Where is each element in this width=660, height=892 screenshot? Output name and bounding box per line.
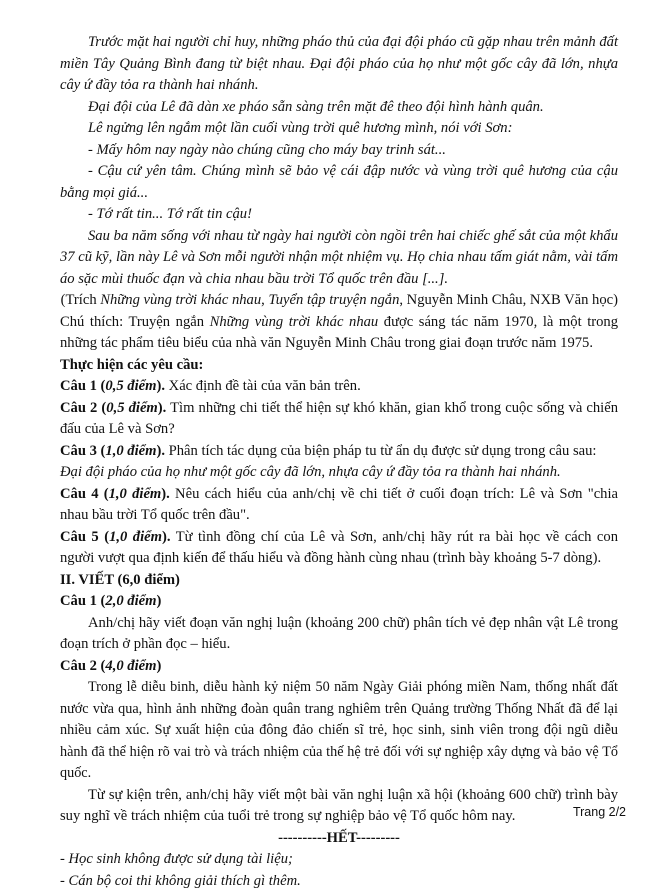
question-3-quote: Đại đội pháo của họ như một gốc cây đã lớn, nhựa cây ứ đầy tỏa ra thành hai nhánh. xyxy=(60,462,618,484)
requirements-heading: Thực hiện các yêu cầu: xyxy=(60,355,618,377)
writing-question-2-prompt: Từ sự kiện trên, anh/chị hãy viết một bài văn nghị luận xã hội (khoảng 600 chữ) trình bày suy nghĩ về trách nhiệm của tuổi trẻ trong sự nghiệp bảo vệ Tổ quốc hôm nay. xyxy=(60,785,618,828)
question-1: Câu 1 (0,5 điểm). Xác định đề tài của văn bản trên. xyxy=(60,376,618,398)
end-marker: ----------HẾT--------- xyxy=(60,828,618,850)
story-paragraph: Trước mặt hai người chỉ huy, những pháo thủ của đại đội pháo cũ gặp nhau trên mảnh đất miền Tây Quảng Bình đang từ biệt nhau. Đại đội pháo của họ như một gốc cây đã lớn, nhựa cây ứ đầy tỏa ra thành hai nhánh. xyxy=(60,32,618,97)
question-2: Câu 2 (0,5 điểm). Tìm những chi tiết thể hiện sự khó khăn, gian khổ trong cuộc sống và chiến đấu của Lê và Sơn? xyxy=(60,398,618,441)
dialogue-line: - Cậu cứ yên tâm. Chúng mình sẽ bảo vệ cái đập nước và vùng trời quê hương của cậu bằng mọi giá... xyxy=(60,161,618,204)
question-4: Câu 4 (1,0 điểm). Nêu cách hiểu của anh/chị về chi tiết ở cuối đoạn trích: Lê và Sơn "chia nhau bầu trời Tổ quốc trên đầu". xyxy=(60,484,618,527)
story-paragraph: Sau ba năm sống với nhau từ ngày hai người còn ngồi trên hai chiếc ghế sắt của một khẩu 37 cũ kỹ, lần này Lê và Sơn mỗi người nhận một nhiệm vụ. Họ chia nhau tấm giát nằm, vài tấm áo sặc mùi thuốc đạn và chia nhau bầu trời Tổ quốc trên đầu [...]. xyxy=(60,226,618,291)
story-paragraph: Lê ngửng lên ngắm một lần cuối vùng trời quê hương mình, nói với Sơn: xyxy=(60,118,618,140)
question-5: Câu 5 (1,0 điểm). Từ tình đồng chí của Lê và Sơn, anh/chị hãy rút ra bài học về cách con người vượt qua định kiến để thấu hiểu và đồng hành cùng nhau (trình bày khoảng 5-7 dòng). xyxy=(60,527,618,570)
writing-question-1-label: Câu 1 (2,0 điểm) xyxy=(60,591,618,613)
question-3: Câu 3 (1,0 điểm). Phân tích tác dụng của biện pháp tu từ ẩn dụ được sử dụng trong câu sau: xyxy=(60,441,618,463)
story-paragraph: Đại đội của Lê đã dàn xe pháo sẵn sàng trên mặt đê theo đội hình hành quân. xyxy=(60,97,618,119)
exam-note: - Học sinh không được sử dụng tài liệu; xyxy=(60,849,618,871)
exam-note: - Cán bộ coi thi không giải thích gì thêm. xyxy=(60,871,618,892)
writing-question-2-label: Câu 2 (4,0 điểm) xyxy=(60,656,618,678)
writing-heading: II. VIẾT (6,0 điểm) xyxy=(60,570,618,592)
dialogue-line: - Mấy hôm nay ngày nào chúng cũng cho máy bay trinh sát... xyxy=(60,140,618,162)
writing-question-1-text: Anh/chị hãy viết đoạn văn nghị luận (khoảng 200 chữ) phân tích vẻ đẹp nhân vật Lê trong đoạn trích ở phần đọc – hiểu. xyxy=(60,613,618,656)
exam-page xyxy=(60,32,618,892)
page-number: Trang 2/2 xyxy=(573,802,626,824)
annotation-note: Chú thích: Truyện ngắn Những vùng trời khác nhau được sáng tác năm 1970, là một trong những tác phẩm tiêu biểu của nhà văn Nguyễn Minh Châu trong giai đoạn trước năm 1975. xyxy=(60,312,618,355)
writing-question-2-context: Trong lễ diễu binh, diễu hành kỷ niệm 50 năm Ngày Giải phóng miền Nam, thống nhất đất nước vừa qua, hình ảnh những đoàn quân trang nghiêm trên Quảng trường Thống Nhất đã để lại nhiều cảm xúc. Sự xuất hiện của đông đảo chiến sĩ trẻ, học sinh, sinh viên trong đội ngũ diễu hành đã thể hiện rõ vai trò và trách nhiệm của thế hệ trẻ đối với sự nghiệp xây dựng và bảo vệ Tổ quốc. xyxy=(60,677,618,785)
dialogue-line: - Tớ rất tin... Tớ rất tin cậu! xyxy=(60,204,618,226)
source-citation: (Trích Những vùng trời khác nhau, Tuyển tập truyện ngắn, Nguyễn Minh Châu, NXB Văn học) xyxy=(60,290,618,312)
